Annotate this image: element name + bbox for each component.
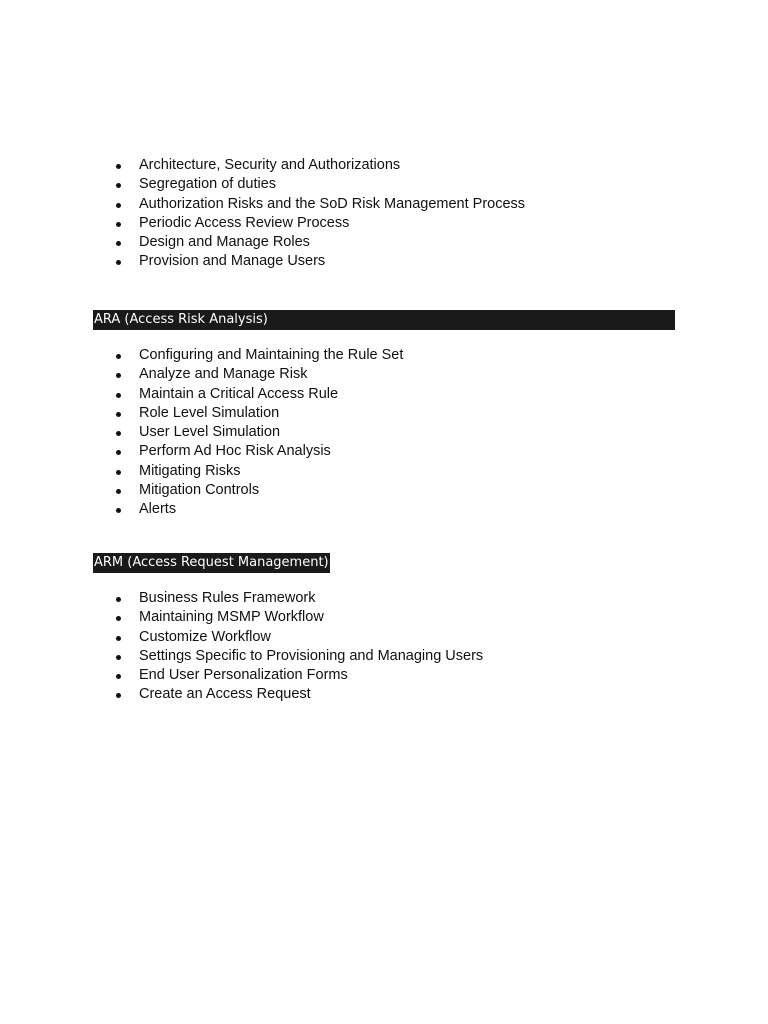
bullet-icon [116,164,121,169]
list-item-text: Role Level Simulation [139,404,280,421]
bullet-icon [116,597,121,602]
list-item [0,500,403,519]
list-item [0,365,403,384]
list-item-text: Alerts [139,501,177,518]
list-item [0,685,483,704]
general-topics-list [0,156,525,272]
list-item [0,252,525,271]
bullet-icon [116,674,121,679]
list-item [0,404,403,423]
bullet-icon [116,508,121,513]
list-item [0,423,403,442]
bullet-icon [116,450,121,455]
list-item [0,462,403,481]
list-item-text: Perform Ad Hoc Risk Analysis [139,443,331,460]
list-item-text: User Level Simulation [139,424,281,441]
bullet-icon [116,222,121,227]
bullet-icon [116,636,121,641]
list-item [0,647,483,666]
section-heading-ara: ARA (Access Risk Analysis) [93,310,675,330]
list-item-text: Configuring and Maintaining the Rule Set [139,347,404,363]
bullet-icon [116,393,121,398]
list-item [0,346,403,365]
list-item-text: Segregation of duties [139,176,277,193]
list-item [0,195,525,214]
list-item-text: Authorization Risks and the SoD Risk Management Process [139,195,526,212]
list-item-text: Customize Workflow [139,628,271,645]
list-item-text: Business Rules Framework [139,590,316,606]
bullet-icon [116,655,121,660]
bullet-icon [116,489,121,494]
list-item-text: Maintain a Critical Access Rule [139,385,339,402]
list-item [0,608,483,627]
list-item-text: Design and Manage Roles [139,234,310,251]
list-item [0,666,483,685]
list-item-text: Mitigation Controls [139,482,260,499]
arm-topics-list [0,589,483,705]
list-item [0,214,525,233]
bullet-icon [116,431,121,436]
list-item [0,589,483,608]
bullet-icon [116,693,121,698]
bullet-icon [116,354,121,359]
list-item-text: Create an Access Request [139,686,311,703]
list-item [0,233,525,252]
ara-topics-list [0,346,403,520]
list-item [0,628,483,647]
list-item-text: Settings Specific to Provisioning and Managing Users [139,647,484,664]
list-item [0,385,403,404]
list-item-text: Architecture, Security and Authorizations [139,157,401,173]
bullet-icon [116,373,121,378]
list-item [0,442,403,461]
bullet-icon [116,616,121,621]
list-item [0,175,525,194]
bullet-icon [116,260,121,265]
list-item-text: Periodic Access Review Process [139,214,350,231]
list-item-text: End User Personalization Forms [139,667,348,684]
bullet-icon [116,183,121,188]
list-item-text: Analyze and Manage Risk [139,366,308,383]
bullet-icon [116,203,121,208]
list-item [0,481,403,500]
list-item-text: Mitigating Risks [139,462,241,479]
bullet-icon [116,470,121,475]
bullet-icon [116,412,121,417]
list-item [0,156,525,175]
bullet-icon [116,241,121,246]
list-item-text: Provision and Manage Users [139,253,326,270]
section-heading-arm: ARM (Access Request Management) [93,553,330,573]
list-item-text: Maintaining MSMP Workflow [139,609,324,626]
